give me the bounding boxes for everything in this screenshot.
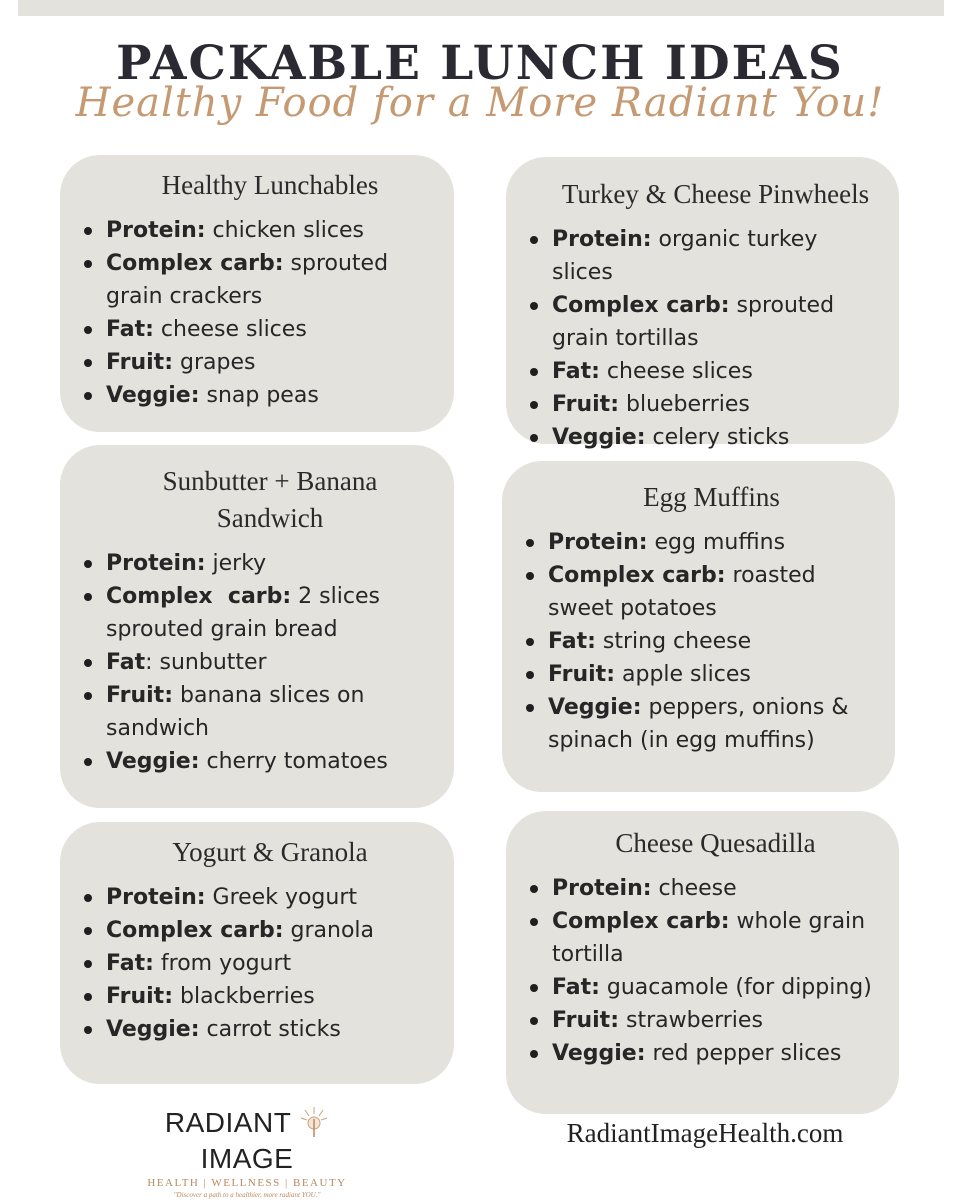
item-label: Fruit: [548,662,615,687]
item-value: strawberries [619,1008,763,1033]
item-value: apple slices [615,662,751,687]
ingredient-list [552,223,879,454]
logo-word-left: RADIANT [164,1107,291,1138]
list-item [106,646,434,679]
item-label: Complex carb: [552,909,730,934]
page-subtitle: Healthy Food for a More Radiant You! [75,80,885,126]
item-label: Fat: [548,629,596,654]
card-title: Yogurt & Granola [172,837,368,867]
item-value: peppers, onions & spinach (in egg muffins) [548,695,849,753]
list-item [106,947,434,980]
item-value: Greek yogurt [205,885,357,910]
list-item [106,881,434,914]
item-label: Complex carb: [106,251,284,276]
radiant-image-logo [118,1100,376,1199]
list-item [106,214,434,247]
list-item [106,679,434,745]
item-label: Veggie: [106,1017,200,1042]
list-item [106,914,434,947]
list-item [106,313,434,346]
sunburst-icon [299,1105,329,1139]
page-title: PACKABLE LUNCH IDEAS [116,36,844,91]
list-item [548,559,875,625]
list-item [552,289,879,355]
list-item [552,971,879,1004]
item-value: string cheese [595,629,752,654]
item-value: cheese slices [153,317,307,342]
ingredient-list [106,881,434,1046]
card-sunbutter-banana-sandwich [60,445,454,808]
item-value: celery sticks [645,425,790,450]
item-value: egg muffins [647,530,786,555]
item-label: Fat: [552,359,600,384]
item-label: Fruit: [552,392,619,417]
list-item [106,547,434,580]
list-item [106,346,434,379]
item-value: sprouted grain crackers [106,251,389,309]
item-label: Protein: [552,876,652,901]
list-item [552,905,879,971]
item-value: cheese slices [599,359,753,384]
item-value: snap peas [199,383,319,408]
ingredient-list [106,547,434,778]
item-label: Fat [106,650,146,675]
item-value: granola [283,918,375,943]
item-label: Veggie: [548,695,642,720]
ingredient-list [106,214,434,412]
item-label: Veggie: [106,749,200,774]
ingredient-list [548,526,875,757]
list-item [548,691,875,757]
item-label: Fat: [106,317,154,342]
item-value: banana slices on sandwich [106,683,365,741]
item-label: Fat: [106,951,154,976]
item-label: Fruit: [106,984,173,1009]
list-item [552,355,879,388]
list-item [552,223,879,289]
item-label: Protein: [106,218,206,243]
item-value: grapes [173,350,256,375]
list-item [548,625,875,658]
item-label: Fruit: [552,1008,619,1033]
item-label: Fat: [552,975,600,1000]
item-value: carrot sticks [199,1017,341,1042]
list-item [552,388,879,421]
card-yogurt-granola [60,822,454,1084]
item-label: Complex carb: [552,293,730,318]
list-item [548,526,875,559]
item-value: guacamole (for dipping) [599,975,872,1000]
item-value: roasted sweet potatoes [548,563,816,621]
website-url[interactable]: RadiantImageHealth.com [566,1118,844,1148]
logo-tagline: "Discover a path to a healthier, more radiant YOU." [173,1190,321,1199]
logo-subtitle: HEALTH | WELLNESS | BEAUTY [147,1176,347,1189]
item-value: : sunbutter [145,650,267,675]
item-value: red pepper slices [645,1041,842,1066]
item-label: Veggie: [106,383,200,408]
list-item [106,980,434,1013]
list-item [106,247,434,313]
item-value: jerky [205,551,267,576]
item-label: Fruit: [106,350,173,375]
list-item [552,421,879,454]
ingredient-list [552,872,879,1070]
list-item [106,745,434,778]
item-label: Complex carb: [548,563,726,588]
item-value: cheese [651,876,737,901]
item-label: Veggie: [552,425,646,450]
item-label: Complex carb: [106,584,292,609]
item-label: Fruit: [106,683,173,708]
card-cheese-quesadilla [506,811,899,1114]
item-label: Complex carb: [106,918,284,943]
card-healthy-lunchables [60,155,454,432]
item-value: blackberries [173,984,315,1009]
card-egg-muffins [502,461,895,792]
logo-word-right: IMAGE [200,1142,294,1174]
item-value: whole grain tortilla [552,909,866,967]
list-item [548,658,875,691]
card-title: Turkey & Cheese Pinwheels [561,179,870,209]
item-label: Protein: [106,885,206,910]
list-item [106,580,434,646]
list-item [552,1004,879,1037]
item-value: chicken slices [205,218,364,243]
card-title: Sunbutter + Banana Sandwich [162,466,378,533]
item-label: Protein: [552,227,652,252]
card-title: Egg Muffins [643,482,780,512]
card-title: Healthy Lunchables [161,170,379,200]
card-turkey-cheese-pinwheels [506,157,899,450]
item-value: from yogurt [153,951,292,976]
list-item [106,379,434,412]
item-value: 2 slices sprouted grain bread [106,584,380,642]
list-item [552,1037,879,1070]
item-value: blueberries [619,392,750,417]
card-title: Cheese Quesadilla [615,828,816,858]
list-item [106,1013,434,1046]
item-label: Protein: [548,530,648,555]
top-border-bar [18,0,944,16]
item-value: sprouted grain tortillas [552,293,835,351]
item-label: Protein: [106,551,206,576]
item-label: Veggie: [552,1041,646,1066]
item-value: organic turkey slices [552,227,818,285]
logo-wordmark [118,1106,376,1176]
list-item [552,872,879,905]
item-value: cherry tomatoes [199,749,388,774]
